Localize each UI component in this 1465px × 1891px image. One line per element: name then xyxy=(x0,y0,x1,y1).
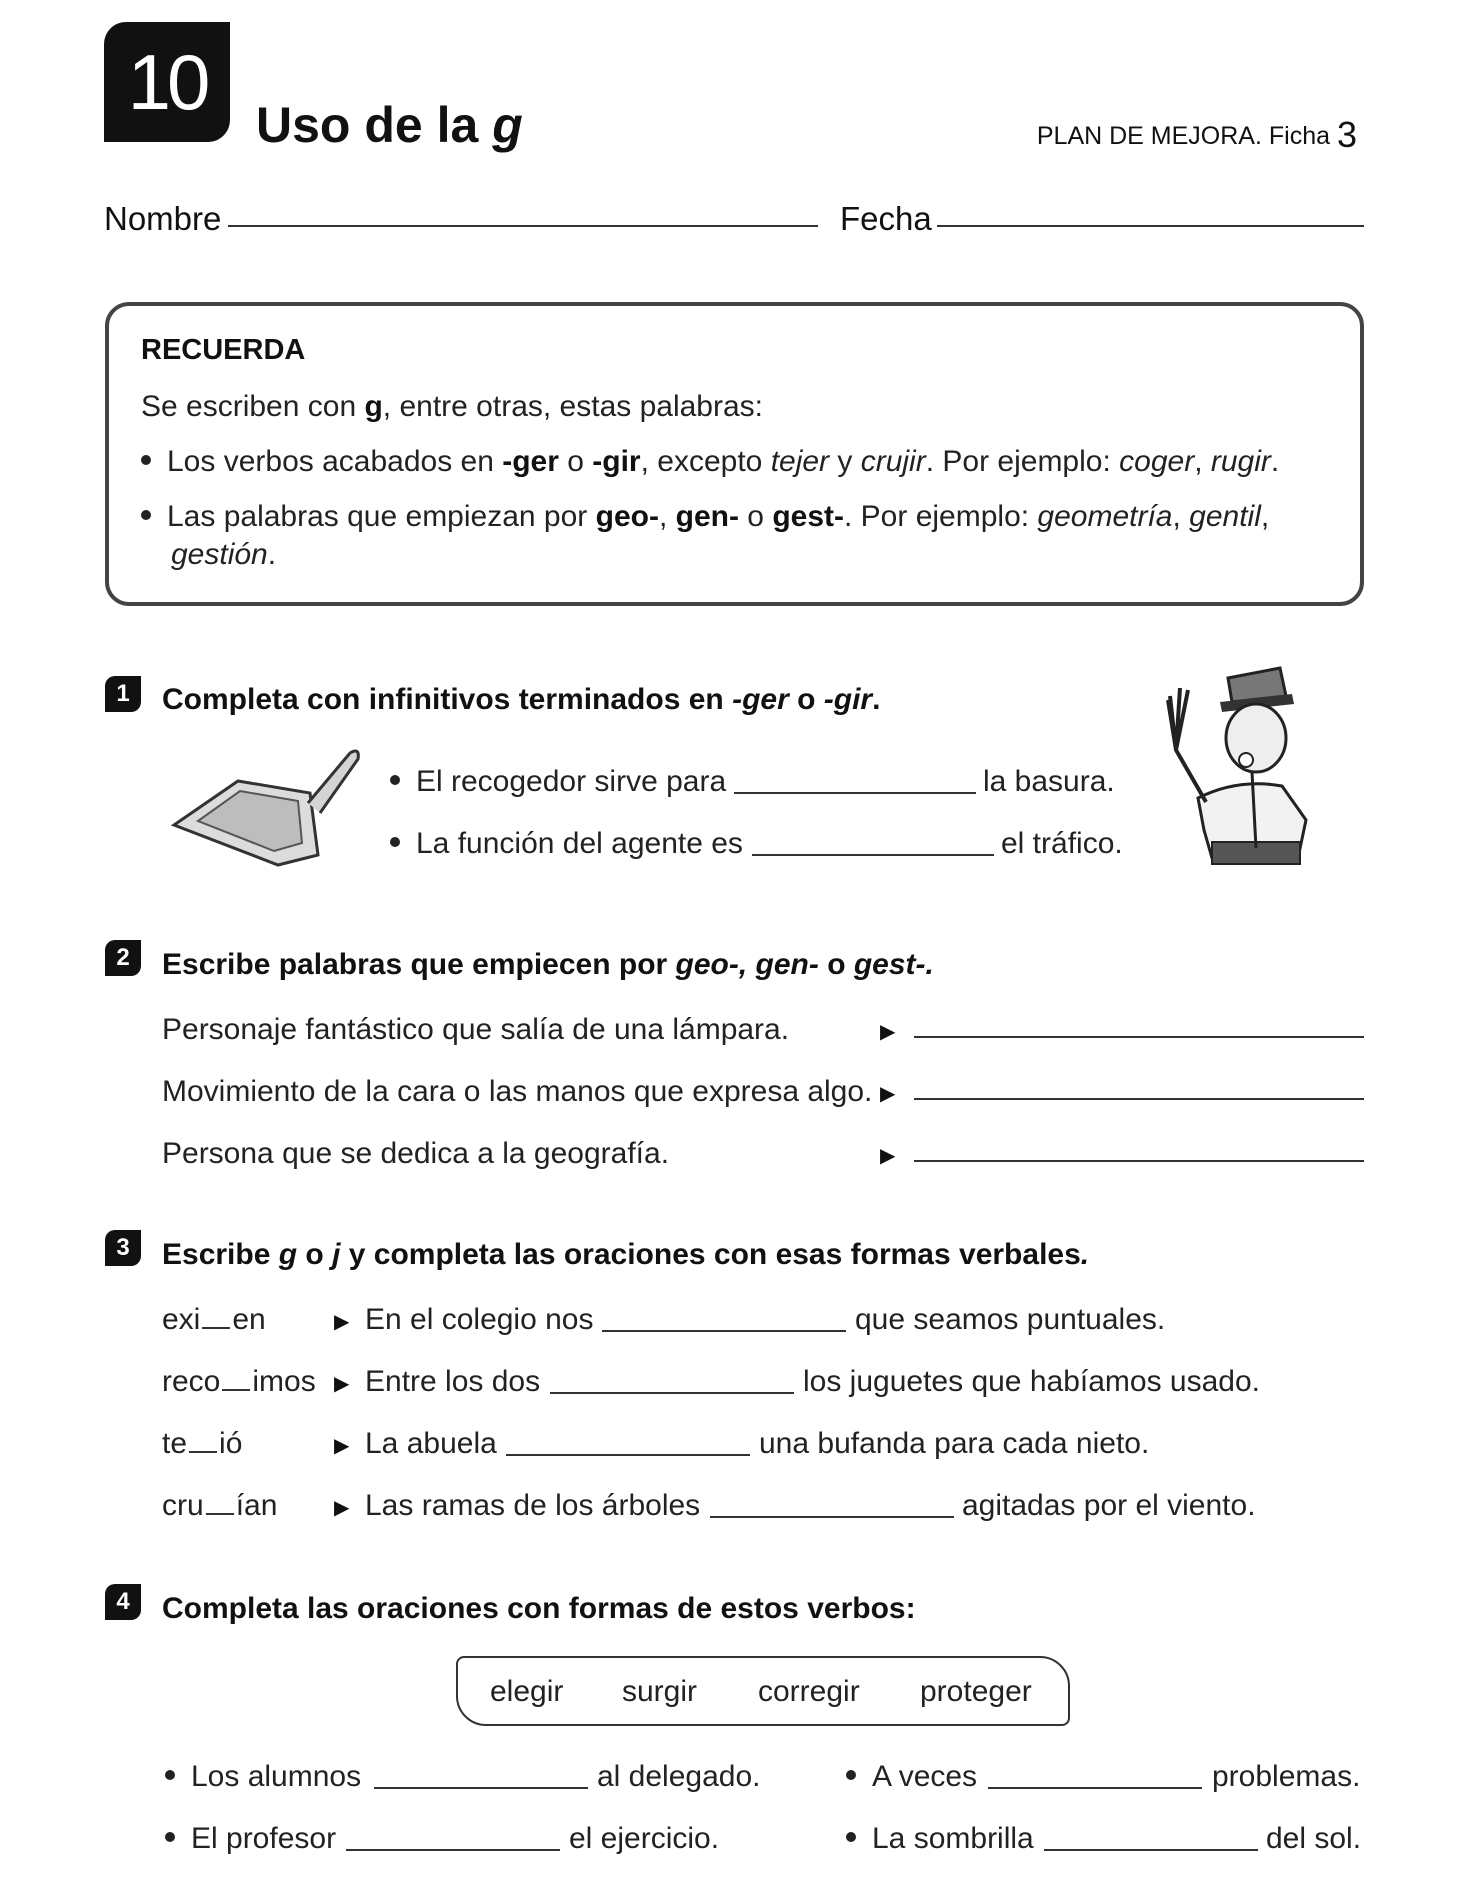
bullet-icon xyxy=(165,1832,175,1842)
exercise-3-answer-1[interactable] xyxy=(602,1330,846,1332)
name-label: Nombre xyxy=(104,200,222,237)
verb-surgir: surgir xyxy=(622,1675,698,1708)
exercise-3-word-2: reco imos xyxy=(162,1365,316,1398)
exercise-2-answer-1[interactable] xyxy=(914,1036,1364,1038)
verb-elegir: elegir xyxy=(490,1675,564,1708)
exercise-4-answer-3[interactable] xyxy=(346,1849,560,1851)
exercise-4-item-4: La sombrilla xyxy=(846,1822,1034,1856)
exercise-3-answer-3[interactable] xyxy=(506,1454,750,1456)
exercise-2-answer-2[interactable] xyxy=(914,1098,1364,1100)
exercise-4-item-1: Los alumnos xyxy=(165,1760,361,1794)
exercise-4-item-3: El profesor xyxy=(165,1822,336,1856)
exercise-1-answer-2[interactable] xyxy=(752,854,994,856)
exercise-3-word-4: cru ían xyxy=(162,1489,278,1522)
exercise-3-sentence-4: Las ramas de los árboles xyxy=(365,1489,701,1522)
exercise-1-item-2-end: el tráfico. xyxy=(1001,827,1123,860)
exercise-4-item-1-end: al delegado. xyxy=(597,1760,761,1793)
letter-blank[interactable] xyxy=(189,1435,217,1453)
bullet-icon xyxy=(390,775,400,785)
exercise-3-sentence-1-end: que seamos puntuales. xyxy=(855,1303,1166,1336)
bullet-icon xyxy=(846,1770,856,1780)
exercise-4-item-3-end: el ejercicio. xyxy=(569,1822,720,1855)
exercise-3-sentence-3-end: una bufanda para cada nieto. xyxy=(759,1427,1150,1460)
exercise-1-item-1-end: la basura. xyxy=(983,765,1115,798)
exercise-4-answer-4[interactable] xyxy=(1044,1849,1258,1851)
exercise-2-item-1: Personaje fantástico que salía de una lámpara. xyxy=(162,1013,790,1046)
letter-blank[interactable] xyxy=(206,1497,234,1515)
exercise-4-number: 4 xyxy=(105,1584,141,1620)
date-label: Fecha xyxy=(840,200,932,237)
unit-number-badge: 10 xyxy=(104,22,230,142)
exercise-3-sentence-3: La abuela xyxy=(365,1427,497,1460)
exercise-4-answer-2[interactable] xyxy=(988,1787,1202,1789)
exercise-4-title: Completa las oraciones con formas de estos verbos: xyxy=(162,1592,916,1625)
exercise-4-item-2: A veces xyxy=(846,1760,977,1794)
arrow-right-icon: ▶ xyxy=(880,1145,896,1167)
exercise-2-title: Escribe palabras que empiecen por geo-, gen- o gest-. xyxy=(162,948,934,981)
exercise-1-title: Completa con infinitivos terminados en -ger o -gir. xyxy=(162,683,881,716)
verb-proteger: proteger xyxy=(920,1675,1032,1708)
exercise-4-item-4-end: del sol. xyxy=(1266,1822,1362,1855)
exercise-3-answer-4[interactable] xyxy=(710,1516,954,1518)
exercise-3-sentence-4-end: agitadas por el viento. xyxy=(962,1489,1256,1522)
bullet-icon xyxy=(141,455,151,465)
exercise-4-item-2-end: problemas. xyxy=(1212,1760,1361,1793)
exercise-3-sentence-1: En el colegio nos xyxy=(365,1303,594,1336)
bullet-icon xyxy=(141,510,151,520)
bullet-icon xyxy=(390,837,400,847)
exercise-2-number: 2 xyxy=(105,940,141,976)
exercise-1-item-2: La función del agente es xyxy=(390,827,743,861)
exercise-3-title: Escribe g o j y completa las oraciones con esas formas verbales. xyxy=(162,1238,1090,1271)
exercise-2-item-3: Persona que se dedica a la geografía. xyxy=(162,1137,670,1170)
recuerda-rule-2-cont: gestión. xyxy=(171,538,277,571)
arrow-right-icon: ▶ xyxy=(334,1497,350,1519)
exercise-2-item-2: Movimiento de la cara o las manos que expresa algo. xyxy=(162,1075,873,1108)
dustpan-icon xyxy=(168,745,368,870)
exercise-3-word-3: te ió xyxy=(162,1427,243,1460)
recuerda-title: RECUERDA xyxy=(141,334,306,366)
recuerda-rule-2: Las palabras que empiezan por geo-, gen- o gest-. Por ejemplo: geometría, gentil, xyxy=(141,500,1269,534)
recuerda-rule-1: Los verbos acabados en -ger o -gir, excepto tejer y crujir. Por ejemplo: coger, rugir. xyxy=(141,445,1279,479)
date-field[interactable] xyxy=(937,225,1364,227)
exercise-1-item-1: El recogedor sirve para xyxy=(390,765,726,799)
arrow-right-icon: ▶ xyxy=(334,1311,350,1333)
plan-label: PLAN DE MEJORA. Ficha 3 xyxy=(1036,114,1357,155)
letter-blank[interactable] xyxy=(202,1311,230,1329)
recuerda-intro: Se escriben con g, entre otras, estas palabras: xyxy=(141,390,763,423)
exercise-2-answer-3[interactable] xyxy=(914,1160,1364,1162)
arrow-right-icon: ▶ xyxy=(334,1373,350,1395)
bullet-icon xyxy=(846,1832,856,1842)
exercise-3-number: 3 xyxy=(105,1230,141,1266)
page-title: Uso de la g xyxy=(256,97,523,153)
arrow-right-icon: ▶ xyxy=(334,1435,350,1457)
exercise-3-answer-2[interactable] xyxy=(550,1392,794,1394)
verb-corregir: corregir xyxy=(758,1675,860,1708)
arrow-right-icon: ▶ xyxy=(880,1021,896,1043)
exercise-3-sentence-2: Entre los dos xyxy=(365,1365,541,1398)
exercise-3-word-1: exi en xyxy=(162,1303,266,1336)
name-field[interactable] xyxy=(228,225,818,227)
exercise-4-answer-1[interactable] xyxy=(374,1787,588,1789)
exercise-1-answer-1[interactable] xyxy=(734,792,976,794)
exercise-3-sentence-2-end: los juguetes que habíamos usado. xyxy=(803,1365,1260,1398)
letter-blank[interactable] xyxy=(222,1373,250,1391)
arrow-right-icon: ▶ xyxy=(880,1083,896,1105)
traffic-officer-icon xyxy=(1158,660,1320,872)
bullet-icon xyxy=(165,1770,175,1780)
exercise-1-number: 1 xyxy=(105,676,141,712)
ficha-number: 3 xyxy=(1336,114,1357,155)
